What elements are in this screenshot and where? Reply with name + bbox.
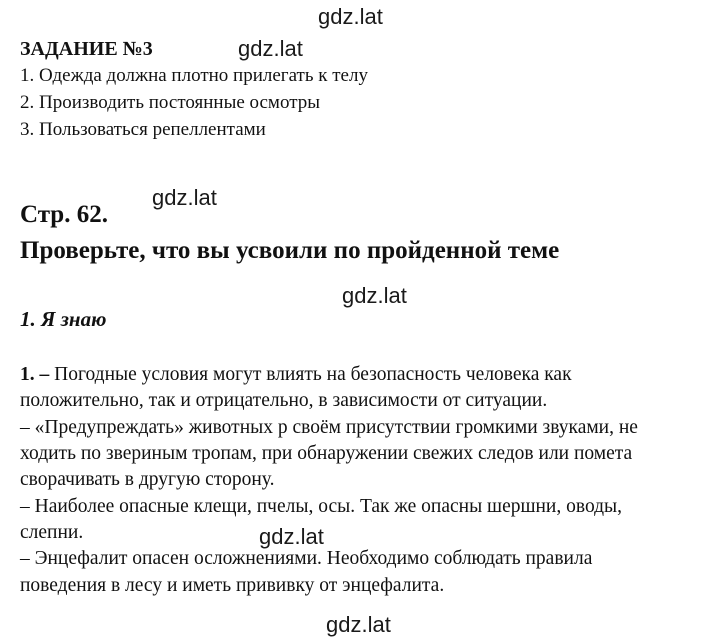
task-item: 2. Производить постоянные осмотры (20, 92, 321, 113)
answer-line: слепни. (20, 522, 84, 543)
watermark: gdz.lat (326, 612, 391, 637)
page-reference: Стр. 62. (20, 201, 108, 228)
answer-line (20, 364, 572, 386)
watermark: gdz.lat (259, 524, 324, 549)
answer-line: – «Предупреждать» животных р своём присутствии громкими звуками, не (20, 417, 638, 438)
answer-line: поведения в лесу и иметь прививку от энцефалита. (20, 575, 445, 596)
answer-line: ходить по звериным тропам, при обнаружении свежих следов или помета (20, 443, 633, 464)
answer-line: сворачивать в другую сторону. (20, 469, 275, 490)
watermark: gdz.lat (238, 36, 303, 61)
watermark: gdz.lat (342, 283, 407, 308)
task-item: 1. Одежда должна плотно прилегать к телу (20, 65, 368, 86)
subsection-title: 1. Я знаю (20, 307, 107, 331)
answer-text: Погодные условия могут влиять на безопасность человека как (49, 364, 572, 385)
task-item: 3. Пользоваться репеллентами (20, 119, 266, 140)
answer-number: 1. – (20, 364, 50, 385)
answer-line: – Наиболее опасные клещи, пчелы, осы. Так же опасны шершни, оводы, (20, 496, 623, 517)
section-title: Проверьте, что вы усвоили по пройденной теме (20, 237, 560, 264)
answer-line: положительно, так и отрицательно, в зависимости от ситуации. (20, 390, 548, 411)
answer-line: – Энцефалит опасен осложнениями. Необходимо соблюдать правила (20, 548, 593, 569)
watermark: gdz.lat (152, 185, 217, 210)
task-title: ЗАДАНИЕ №3 (20, 38, 153, 60)
watermark: gdz.lat (318, 4, 383, 29)
